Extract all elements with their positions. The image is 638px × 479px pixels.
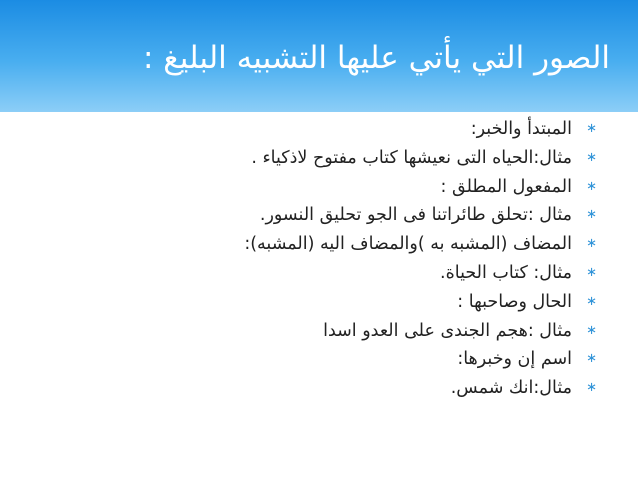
bullet-item [32, 288, 597, 317]
bullet-item [32, 259, 597, 288]
asterisk-bullet-icon: ∗ [586, 149, 597, 165]
bullet-item [32, 144, 597, 173]
bullet-text: مثال :تحلق طائراتنا فى الجو تحليق النسور. [259, 205, 572, 226]
bullet-item [32, 173, 597, 202]
bullet-item [32, 230, 597, 259]
asterisk-bullet-icon: ∗ [586, 236, 597, 252]
bullet-item [32, 201, 597, 230]
bullet-item [32, 115, 597, 144]
bullet-text: المفعول المطلق : [440, 176, 572, 197]
bullet-item [32, 317, 597, 346]
slide-title: الصور التي يأتي عليها التشبيه البليغ : [142, 40, 610, 76]
asterisk-bullet-icon: ∗ [586, 293, 597, 309]
bullet-text: المبتدأ والخبر: [470, 119, 572, 139]
asterisk-bullet-icon: ∗ [586, 380, 597, 396]
asterisk-bullet-icon: ∗ [586, 264, 597, 280]
bullet-item [32, 374, 597, 403]
bullet-item [32, 345, 597, 374]
bullet-text: مثال :هجم الجندى على العدو اسدا [323, 320, 572, 341]
asterisk-bullet-icon: ∗ [586, 351, 597, 367]
bullet-text: الحال وصاحبها : [457, 291, 572, 312]
bullet-text: مثال: كتاب الحياة. [440, 262, 572, 283]
bullet-list [32, 115, 597, 403]
bullet-text: اسم إن وخبرها: [457, 349, 572, 370]
asterisk-bullet-icon: ∗ [586, 178, 597, 194]
asterisk-bullet-icon: ∗ [586, 121, 597, 136]
asterisk-bullet-icon: ∗ [586, 207, 597, 223]
title-banner [0, 0, 638, 112]
asterisk-bullet-icon: ∗ [586, 322, 597, 338]
bullet-text: مثال:الحياه التى نعيشها كتاب مفتوح لاذكياء . [251, 147, 572, 168]
bullet-text: المضاف (المشبه به )والمضاف اليه (المشبه): [244, 234, 572, 255]
bullet-text: مثال:انك شمس. [450, 378, 572, 399]
